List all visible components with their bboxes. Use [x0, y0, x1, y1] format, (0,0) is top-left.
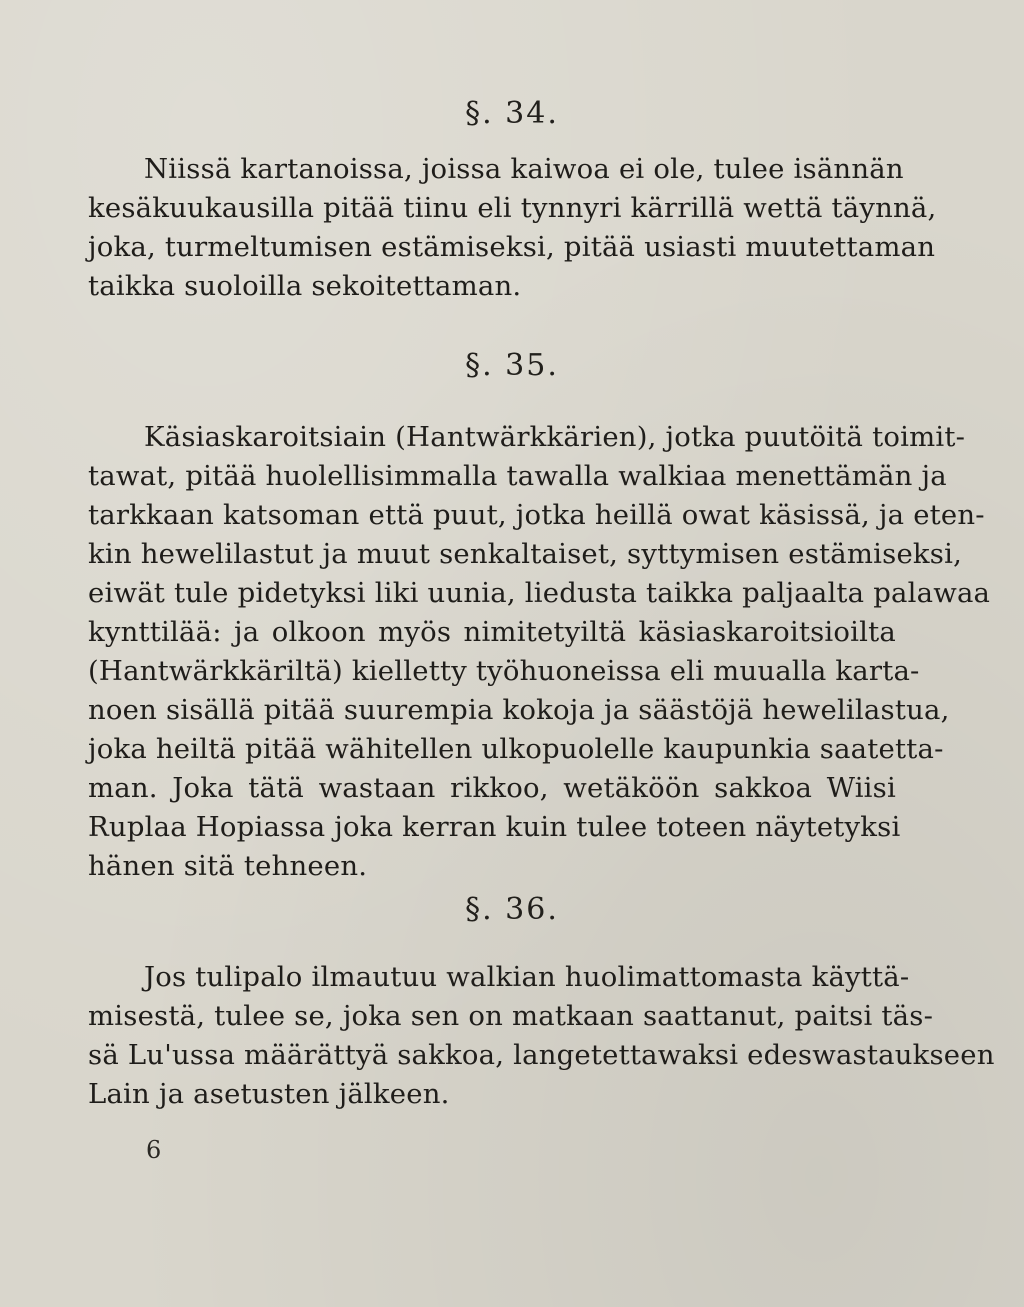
- text-line: tawat, pitää huolellisimmalla tawalla walkiaa menettämän ja: [88, 460, 947, 492]
- text-line: man. Joka tätä wastaan rikkoo, wetäköön sakkoa Wiisi: [88, 772, 896, 804]
- section-heading-34: §. 34.: [465, 96, 559, 131]
- text-line: misestä, tulee se, joka sen on matkaan saattanut, paitsi täs-: [88, 1000, 934, 1032]
- text-line: (Hantwärkkäriltä) kielletty työhuoneissa eli muualla karta-: [88, 655, 920, 687]
- section-35-paragraph: [88, 418, 991, 886]
- section-heading-36: §. 36.: [465, 892, 559, 927]
- text-line: Jos tulipalo ilmautuu walkian huolimattomasta käyttä-: [144, 961, 910, 993]
- section-34-paragraph: [88, 150, 937, 306]
- text-line: Lain ja asetusten jälkeen.: [88, 1078, 450, 1110]
- text-line: eiwät tule pidetyksi liki uunia, liedusta taikka paljaalta palawaa: [88, 577, 991, 609]
- text-line: Ruplaa Hopiassa joka kerran kuin tulee toteen näytetyksi: [88, 811, 901, 843]
- section-heading-35: §. 35.: [465, 348, 559, 383]
- page-number: 6: [146, 1136, 162, 1164]
- text-line: kin hewelilastut ja muut senkaltaiset, syttymisen estämiseksi,: [88, 538, 963, 570]
- text-line: kynttilää: ja olkoon myös nimitetyiltä käsiaskaroitsioilta: [88, 616, 896, 648]
- text-line: taikka suoloilla sekoitettaman.: [88, 270, 522, 302]
- text-line: joka, turmeltumisen estämiseksi, pitää usiasti muutettaman: [88, 231, 936, 263]
- text-line: tarkkaan katsoman että puut, jotka heillä owat käsissä, ja eten-: [88, 499, 985, 531]
- section-36-paragraph: [88, 958, 995, 1114]
- text-line: sä Lu'ussa määrättyä sakkoa, langetettawaksi edeswastaukseen: [88, 1039, 995, 1071]
- text-line: noen sisällä pitää suurempia kokoja ja säästöjä hewelilastua,: [88, 694, 950, 726]
- text-line: Niissä kartanoissa, joissa kaiwoa ei ole, tulee isännän: [144, 153, 904, 185]
- text-line: Käsiaskaroitsiain (Hantwärkkärien), jotka puutöitä toimit-: [144, 421, 966, 453]
- text-line: joka heiltä pitää wähitellen ulkopuolelle kaupunkia saatetta-: [88, 733, 944, 765]
- text-line: kesäkuukausilla pitää tiinu eli tynnyri kärrillä wettä täynnä,: [88, 192, 937, 224]
- text-line: hänen sitä tehneen.: [88, 850, 368, 882]
